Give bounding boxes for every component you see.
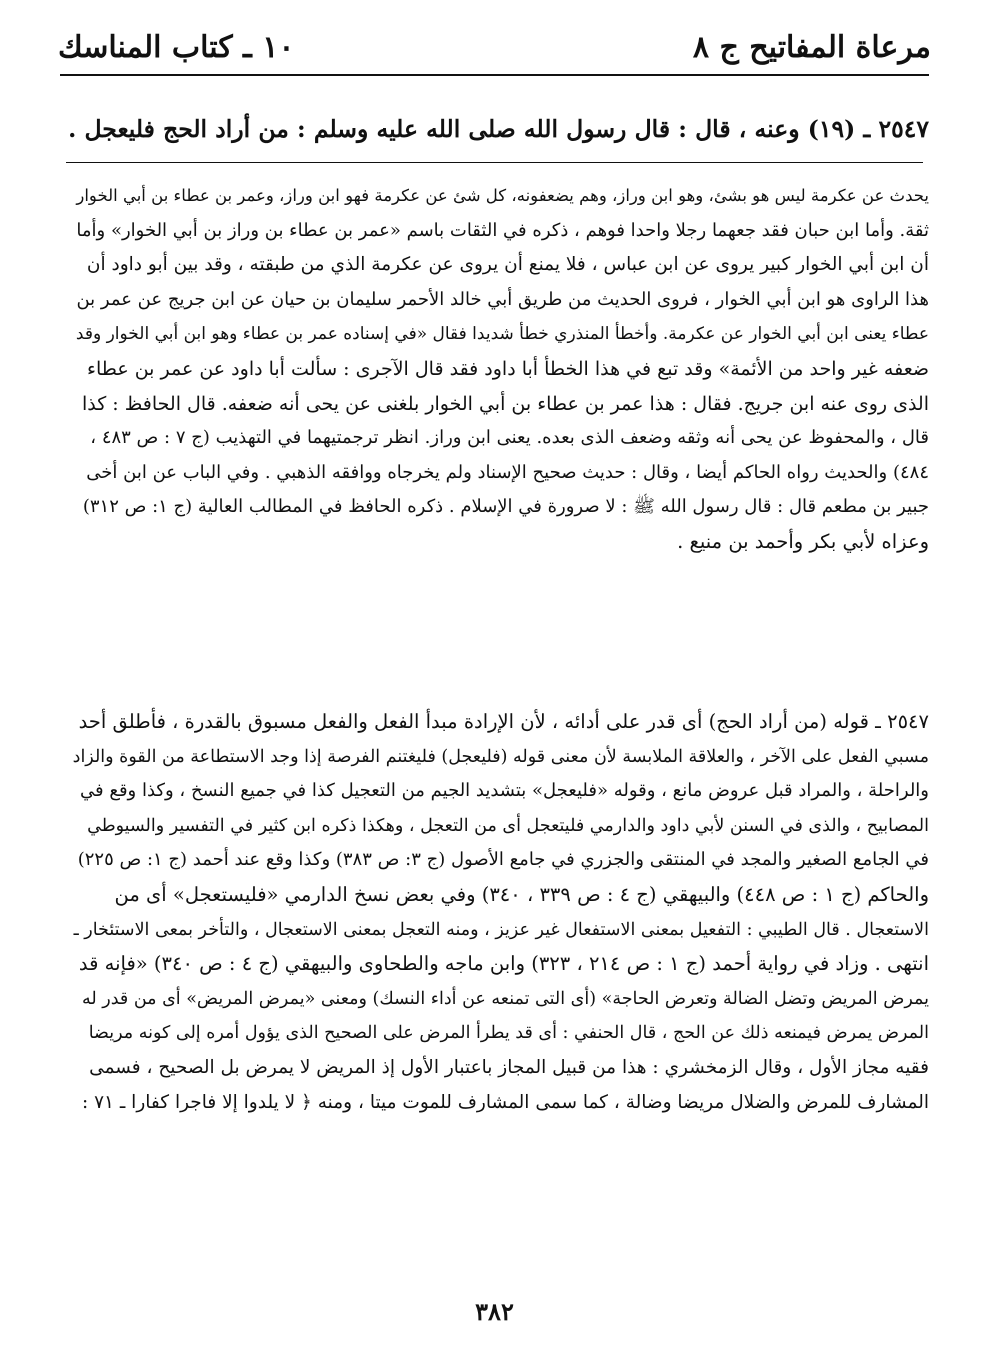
chapter-title: ١٠ ـ كتاب المناسك [58,30,295,65]
commentary-line: يمرض المريض وتضل الضالة وتعرض الحاجة» (أى التى تمنعه عن أداء النسك) ومعنى «يمرض المريض» أى من قدر له [82,988,929,1009]
book-title: مرعاة المفاتيح ج ٨ [692,30,931,65]
footnote-line: جبير بن مطعم قال : قال رسول الله ﷺ : لا صرورة في الإسلام . ذكره الحافظ في المطالب العالية (ج ١: ص ٣١٢) [82,496,929,518]
commentary-line: في الجامع الصغير والمجد في المنتقى والجزري في جامع الأصول (ج ٣: ص ٣٨٣) وكذا وقع عند أحمد (ج ١: ص ٢٢٥) [77,849,929,871]
commentary-line: مسبي الفعل على الآخر ، والعلاقة الملابسة لأن معنى قوله (فليعجل) فليغتنم الفرصة إذا وجد الاستطاعة من القوة والزاد [72,746,929,767]
footnote-block [70,179,929,560]
hadith-text: ٢٥٤٧ ـ (١٩) وعنه ، قال : قال رسول الله صلى الله عليه وسلم : من أراد الحج فليعجل . [68,115,929,143]
footnote-line: ثقة. وأما ابن حبان فقد جعهما رجلا واحدا فوهم ، ذكره في الثقات باسم «عمر بن عطاء بن وراز بن أبي الخوار» وأما [76,219,929,241]
footnote-separator [66,162,923,163]
footnote-line: أن ابن أبي الخوار كبير يروى عن ابن عباس ، فلا يمنع أن يروى عن عكرمة الذي من طبقته ، وقد بين أبو داود أن [86,254,929,276]
commentary-block [70,705,929,1120]
footnote-line: وعزاه لأبي بكر وأحمد بن منيع . [677,529,929,553]
running-header [58,22,931,72]
footnote-line: ضعفه غير واحد من الأئمة» وقد تبع في هذا الخطأ أبا داود فقد قال الآجرى : سألت أبا داود عن عمر بن عطاء [87,357,929,380]
footnote-line: عطاء يعنى ابن أبي الخوار عن عكرمة. وأخطأ المنذري خطأ شديدا فقال «في إسناده عمر بن عطاء وهو ابن أبي الخوار وقد [75,324,929,345]
footnote-line: يحدث عن عكرمة ليس هو بشئ، وهو ابن وراز، وهم يضعفونه، كل شئ عن عكرمة فهو ابن وراز، وعمر بن عطاء بن أبي الخوار [76,186,929,205]
commentary-line: انتهى . وزاد في رواية أحمد (ج ١ : ص ٢١٤ ، ٣٢٣) وابن ماجه والطحاوى والبيهقي (ج ٤ : ص ٣٤٠) «فإنه قد [78,952,929,976]
footnote-line: قال ، والمحفوظ عن يحى أنه وثقه وضعف الذى بعده. يعنى ابن وراز. انظر ترجمتيهما في التهذيب (ج ٧ : ص ٤٨٣ ، [90,427,929,449]
commentary-line: ٢٥٤٧ ـ قوله (من أراد الحج) أى قدر على أدائه ، لأن الإرادة مبدأ الفعل والفعل مسبوق بالقدرة ، فأطلق أحد [78,710,929,733]
commentary-line: والراحلة ، والمراد قبل عروض مانع ، وقوله «فليعجل» بتشديد الجيم من التعجيل كذا في جميع النسخ ، وكذا وقع في [80,780,929,802]
commentary-line: المشارف للمرض والضلال مريضا وضالة ، كما سمى المشارف للموت ميتا ، ومنه ﴿ لا يلدوا إلا فاجرا كفارا ـ ٧١ : [82,1091,929,1113]
page-number: ٣٨٢ [475,1297,514,1326]
footnote-line: ٤٨٤) والحديث رواه الحاكم أيضا ، وقال : حديث صحيح الإسناد ولم يخرجاه ووافقه الذهبي . وفي الباب عن ابن أخى [86,461,929,483]
commentary-line: والحاكم (ج ١ : ص ٤٤٨) والبيهقي (ج ٤ : ص ٣٣٩ ، ٣٤٠) وفي بعض نسخ الدارمي «فليستعجل» أى من [114,882,929,906]
header-rule [60,74,929,76]
commentary-line: المصابيح ، والذى في السنن لأبي داود والدارمي فليتعجل أى من التعجل ، وهكذا ذكره ابن كثير في التفسير والسيوطي [87,815,929,836]
commentary-line: المرض يمرض فيمنعه ذلك عن الحج ، قال الحنفي : أى قد يطرأ المرض على الصحيح الذى يؤول أمره إلى كونه مريضا [88,1023,929,1044]
footnote-line: الذى روى عنه ابن جريج. فقال : هذا عمر بن عطاء بن أبي الخوار بلغنى عن يحى أنه ضعفه. قال الحافظ : كذا [81,392,929,415]
commentary-line: فقيه مجاز الأول ، وقال الزمخشري : هذا من قبيل المجاز باعتبار الأول إذ المريض لا يمرض بل الصحيح ، فسمى [89,1056,929,1078]
footnote-line: هذا الراوى هو ابن أبي الخوار ، فروى الحديث من طريق أبي خالد الأحمر سليمان بن حيان عن ابن جريج عن عمر بن [76,288,929,310]
commentary-line: الاستعجال . قال الطيبي : التفعيل بمعنى الاستفعال غير عزيز ، ومنه التعجل بمعنى الاستعجال ، والتأخر بمعى الاستئخار ـ [73,919,929,940]
